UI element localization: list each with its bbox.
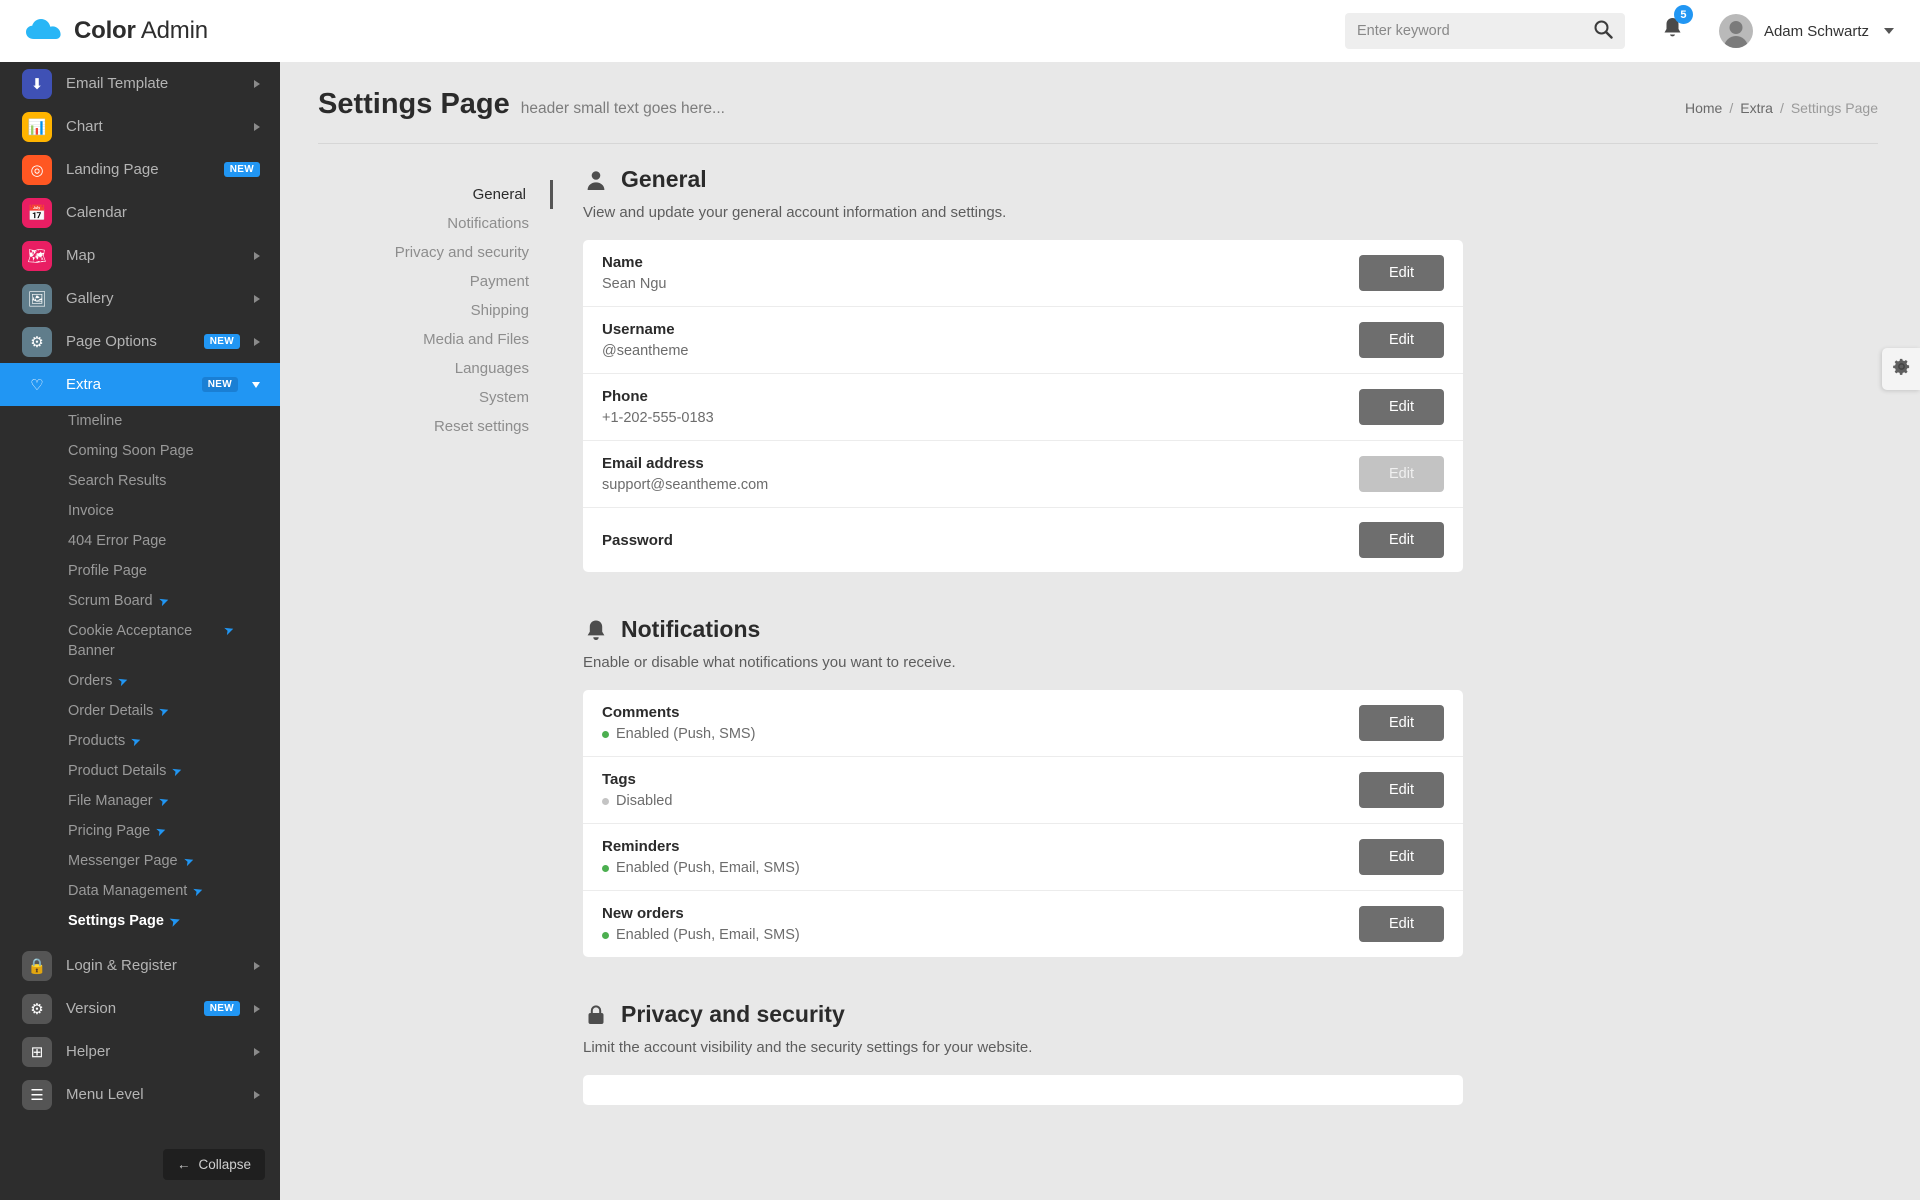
sidebar-item-map[interactable] — [0, 234, 280, 277]
sidebar-subitem-label: Messenger Page — [68, 853, 178, 869]
helper-icon: ⊞ — [22, 1037, 52, 1067]
row-label: Comments — [602, 704, 680, 721]
chevron-right-icon — [254, 123, 260, 131]
settings-row — [583, 374, 1463, 441]
sidebar-subitem-profile-page[interactable] — [0, 556, 280, 586]
sidebar-subitem-label: 404 Error Page — [68, 533, 167, 549]
settings-row — [583, 307, 1463, 374]
sidebar-subitem-messenger-page[interactable] — [0, 846, 280, 876]
sidebar-subitem-orders[interactable] — [0, 666, 280, 696]
paper-plane-icon: ➤ — [181, 852, 196, 870]
search-input[interactable] — [1357, 23, 1589, 39]
section-title: Privacy and security — [621, 1001, 845, 1027]
sidebar-subitem-label: Pricing Page — [68, 823, 151, 839]
user-menu[interactable] — [1719, 14, 1894, 48]
row-value — [602, 726, 755, 742]
new-badge: NEW — [204, 1001, 240, 1016]
paper-plane-icon: ➤ — [191, 882, 206, 900]
row-value-text: Enabled (Push, Email, SMS) — [616, 927, 800, 943]
paper-plane-icon: ➤ — [157, 702, 172, 720]
section-description: View and update your general account information and settings. — [583, 204, 1007, 221]
sidebar-item-label: Helper — [66, 1043, 111, 1060]
section-header — [583, 1001, 1878, 1028]
sidebar-item-chart[interactable] — [0, 105, 280, 148]
settings-row — [583, 757, 1463, 824]
row-value — [602, 410, 714, 426]
sidebar-item-label: Email Template — [66, 75, 169, 92]
breadcrumb-home[interactable]: Home — [1685, 100, 1723, 116]
settings-row — [583, 508, 1463, 572]
section-notifications — [583, 616, 1878, 957]
sidebar-item-helper[interactable] — [0, 1030, 280, 1073]
settings-nav[interactable] — [318, 166, 553, 1105]
row-text — [602, 838, 800, 876]
row-value-text: support@seantheme.com — [602, 477, 769, 493]
section-privacy-and-security — [583, 1001, 1878, 1105]
email-template-icon: ⬇ — [22, 69, 52, 99]
chart-icon: 📊 — [22, 112, 52, 142]
settings-sections — [553, 166, 1878, 1105]
page-options-icon: ⚙ — [22, 327, 52, 357]
row-value — [602, 477, 768, 493]
calendar-icon: 📅 — [22, 198, 52, 228]
row-value — [602, 927, 800, 943]
map-icon: 🗺 — [22, 241, 52, 271]
search-icon[interactable] — [1593, 19, 1613, 44]
menu-level-icon: ☰ — [22, 1080, 52, 1110]
sidebar-item-label: Calendar — [66, 204, 127, 221]
brand-name-bold: Color — [74, 17, 136, 44]
new-badge: NEW — [224, 162, 260, 177]
page-subtitle: header small text goes here... — [520, 100, 725, 117]
settings-body — [280, 144, 1920, 1105]
sidebar-subitem-label: Cookie Acceptance Banner — [68, 623, 193, 659]
chevron-right-icon — [254, 1048, 260, 1056]
notifications-button[interactable] — [1651, 8, 1695, 45]
chevron-right-icon — [254, 962, 260, 970]
arrow-left-icon: ← — [177, 1157, 191, 1172]
breadcrumb — [1685, 100, 1878, 116]
sidebar-subitem-label: Order Details — [68, 703, 154, 719]
new-badge: NEW — [202, 377, 238, 392]
section-general — [583, 166, 1878, 572]
sidebar[interactable] — [0, 62, 280, 1200]
edit-button[interactable]: Edit — [1359, 906, 1444, 942]
settings-nav-payment[interactable]: Payment — [469, 273, 529, 290]
section-header — [583, 166, 1878, 193]
row-value — [602, 343, 688, 359]
edit-button[interactable]: Edit — [1359, 389, 1444, 425]
sidebar-item-label: Login & Register — [66, 957, 177, 974]
main-content — [280, 62, 1920, 1200]
settings-row — [583, 240, 1463, 307]
settings-nav-languages[interactable]: Languages — [454, 360, 529, 377]
edit-button[interactable]: Edit — [1359, 772, 1444, 808]
chevron-down-icon — [1884, 28, 1894, 34]
user-name: Adam Schwartz — [1763, 22, 1869, 40]
new-badge: NEW — [204, 334, 240, 349]
sidebar-subitem-product-details[interactable] — [0, 756, 280, 786]
top-bar-right — [1345, 8, 1920, 49]
row-label: Phone — [602, 388, 648, 405]
sidebar-subitem-404-error-page[interactable] — [0, 526, 280, 556]
breadcrumb-current: Settings Page — [1790, 100, 1878, 116]
gear-icon — [1892, 357, 1911, 381]
sidebar-item-label: Version — [66, 1000, 117, 1017]
section-header — [583, 616, 1878, 643]
settings-row — [583, 441, 1463, 508]
top-bar — [0, 0, 1920, 62]
breadcrumb-sep: / — [1729, 100, 1734, 116]
settings-nav-shipping[interactable]: Shipping — [470, 302, 529, 319]
sidebar-subitem-label: Products — [68, 733, 126, 749]
row-value-text: Enabled (Push, SMS) — [616, 726, 756, 742]
sidebar-item-label: Gallery — [66, 290, 114, 307]
breadcrumb-sep: / — [1779, 100, 1784, 116]
settings-card — [583, 240, 1463, 572]
row-value — [602, 276, 667, 292]
sidebar-subitem-cookie-acceptance-banner[interactable] — [0, 616, 280, 666]
settings-card — [583, 1075, 1463, 1105]
row-value-text: @seantheme — [602, 343, 689, 359]
paper-plane-icon: ➤ — [154, 822, 169, 840]
version-icon: ⚙ — [22, 994, 52, 1024]
page-title: Settings Page — [318, 88, 510, 120]
sidebar-subitem-label: Data Management — [68, 883, 188, 899]
settings-row — [583, 824, 1463, 891]
person-icon — [583, 167, 609, 193]
lock-icon: 🔒 — [22, 951, 52, 981]
edit-button[interactable]: Edit — [1359, 255, 1444, 291]
sidebar-subitem-data-management[interactable] — [0, 876, 280, 906]
sidebar-item-label: Map — [66, 247, 96, 264]
sidebar-subitem-label: Profile Page — [68, 563, 147, 579]
row-text — [602, 321, 688, 359]
paper-plane-icon: ➤ — [156, 592, 171, 610]
sidebar-subitem-products[interactable] — [0, 726, 280, 756]
edit-button[interactable]: Edit — [1359, 839, 1444, 875]
landing-page-icon: ◎ — [22, 155, 52, 185]
row-value-text: Sean Ngu — [602, 276, 667, 292]
sidebar-item-label: Landing Page — [66, 161, 159, 178]
edit-button[interactable]: Edit — [1359, 705, 1444, 741]
chevron-right-icon — [254, 1091, 260, 1099]
sidebar-subitem-label: Timeline — [68, 413, 123, 429]
search-box[interactable] — [1345, 13, 1625, 49]
sidebar-subitem-label: Coming Soon Page — [68, 443, 194, 459]
row-label: New orders — [602, 905, 684, 922]
status-dot-icon — [602, 865, 609, 872]
settings-nav-notifications[interactable]: Notifications — [447, 215, 529, 232]
row-label: Email address — [602, 455, 704, 472]
notification-badge: 5 — [1674, 5, 1693, 24]
sidebar-subitem-invoice[interactable] — [0, 496, 280, 526]
section-description: Limit the account visibility and the security settings for your website. — [583, 1039, 1033, 1056]
section-title: Notifications — [621, 616, 761, 642]
chevron-down-icon — [252, 382, 260, 388]
sidebar-item-page-options[interactable] — [0, 320, 280, 363]
chevron-right-icon — [254, 1005, 260, 1013]
bell-icon — [583, 617, 609, 643]
paper-plane-icon: ➤ — [221, 621, 237, 639]
sidebar-item-calendar[interactable] — [0, 191, 280, 234]
sidebar-subitem-file-manager[interactable] — [0, 786, 280, 816]
sidebar-subitem-label: Orders — [68, 673, 113, 689]
settings-nav-system[interactable]: System — [478, 389, 529, 406]
row-label: Password — [602, 531, 673, 549]
status-dot-icon — [602, 932, 609, 939]
sidebar-subitem-settings-page[interactable] — [0, 906, 280, 936]
avatar — [1719, 14, 1753, 48]
sidebar-item-menu-level[interactable] — [0, 1073, 280, 1116]
row-value-text: +1-202-555-0183 — [602, 410, 714, 426]
row-label: Tags — [602, 771, 636, 788]
chevron-right-icon — [254, 295, 260, 303]
sidebar-item-version[interactable] — [0, 987, 280, 1030]
sidebar-collapse-button[interactable] — [163, 1149, 265, 1180]
theme-settings-button[interactable] — [1882, 348, 1920, 390]
settings-nav-general[interactable]: General — [318, 180, 553, 209]
sidebar-subitem-label: Invoice — [68, 503, 114, 519]
edit-button[interactable]: Edit — [1359, 322, 1444, 358]
edit-button[interactable]: Edit — [1359, 522, 1444, 558]
sidebar-subitem-label: Product Details — [68, 763, 167, 779]
page-header — [280, 62, 1920, 121]
row-value — [602, 860, 800, 876]
row-text — [602, 704, 755, 742]
lock-icon — [583, 1002, 609, 1028]
row-label: Name — [602, 254, 643, 271]
breadcrumb-extra[interactable]: Extra — [1740, 100, 1773, 116]
chevron-right-icon — [254, 252, 260, 260]
extra-icon: ♡ — [30, 376, 44, 394]
chevron-right-icon — [254, 338, 260, 346]
sidebar-item-email-template[interactable] — [0, 62, 280, 105]
row-value-text: Enabled (Push, Email, SMS) — [616, 860, 800, 876]
row-text — [602, 455, 768, 493]
settings-nav-reset-settings[interactable]: Reset settings — [433, 418, 529, 435]
sidebar-item-login-register[interactable] — [0, 944, 280, 987]
paper-plane-icon: ➤ — [156, 792, 171, 810]
section-description: Enable or disable what notifications you want to receive. — [583, 654, 956, 671]
chevron-right-icon — [254, 80, 260, 88]
settings-row — [583, 891, 1463, 957]
settings-row — [583, 690, 1463, 757]
row-text — [602, 905, 800, 943]
sidebar-item-label: Extra — [66, 376, 102, 393]
collapse-label: Collapse — [198, 1157, 252, 1172]
settings-nav-media-and-files[interactable]: Media and Files — [423, 331, 529, 348]
sidebar-subitem-label: Settings Page — [68, 913, 164, 929]
row-label: Reminders — [602, 838, 680, 855]
sidebar-item-extra[interactable] — [0, 363, 280, 406]
paper-plane-icon: ➤ — [170, 762, 185, 780]
sidebar-subitem-label: Scrum Board — [68, 593, 153, 609]
brand[interactable] — [0, 17, 280, 45]
row-label: Username — [602, 321, 675, 338]
row-text — [602, 254, 667, 292]
settings-card — [583, 690, 1463, 957]
sidebar-subitem-timeline[interactable] — [0, 406, 280, 436]
paper-plane-icon: ➤ — [167, 912, 183, 930]
row-value — [602, 793, 672, 809]
row-value-text: Disabled — [616, 793, 673, 809]
sidebar-item-label: Chart — [66, 118, 103, 135]
sidebar-subitem-coming-soon-page[interactable] — [0, 436, 280, 466]
section-title: General — [621, 166, 707, 192]
brand-name-light: Admin — [135, 17, 208, 44]
row-text — [602, 388, 714, 426]
sidebar-item-label: Menu Level — [66, 1086, 144, 1103]
status-dot-icon — [602, 798, 609, 805]
status-dot-icon — [602, 731, 609, 738]
gallery-icon: 🖼 — [22, 284, 52, 314]
row-text — [602, 771, 672, 809]
sidebar-subitem-label: File Manager — [68, 793, 153, 809]
sidebar-subitem-scrum-board[interactable] — [0, 586, 280, 616]
sidebar-subitem-pricing-page[interactable] — [0, 816, 280, 846]
paper-plane-icon: ➤ — [129, 732, 144, 750]
paper-plane-icon: ➤ — [116, 672, 131, 690]
sidebar-subitem-order-details[interactable] — [0, 696, 280, 726]
sidebar-subitem-search-results[interactable] — [0, 466, 280, 496]
sidebar-item-label: Page Options — [66, 333, 157, 350]
sidebar-subitem-label: Search Results — [68, 473, 167, 489]
row-text — [602, 532, 673, 549]
edit-button: Edit — [1359, 456, 1444, 492]
sidebar-item-landing-page[interactable] — [0, 148, 280, 191]
cloud-logo-icon — [26, 19, 62, 43]
sidebar-item-gallery[interactable] — [0, 277, 280, 320]
settings-nav-privacy-and-security[interactable]: Privacy and security — [394, 244, 529, 261]
